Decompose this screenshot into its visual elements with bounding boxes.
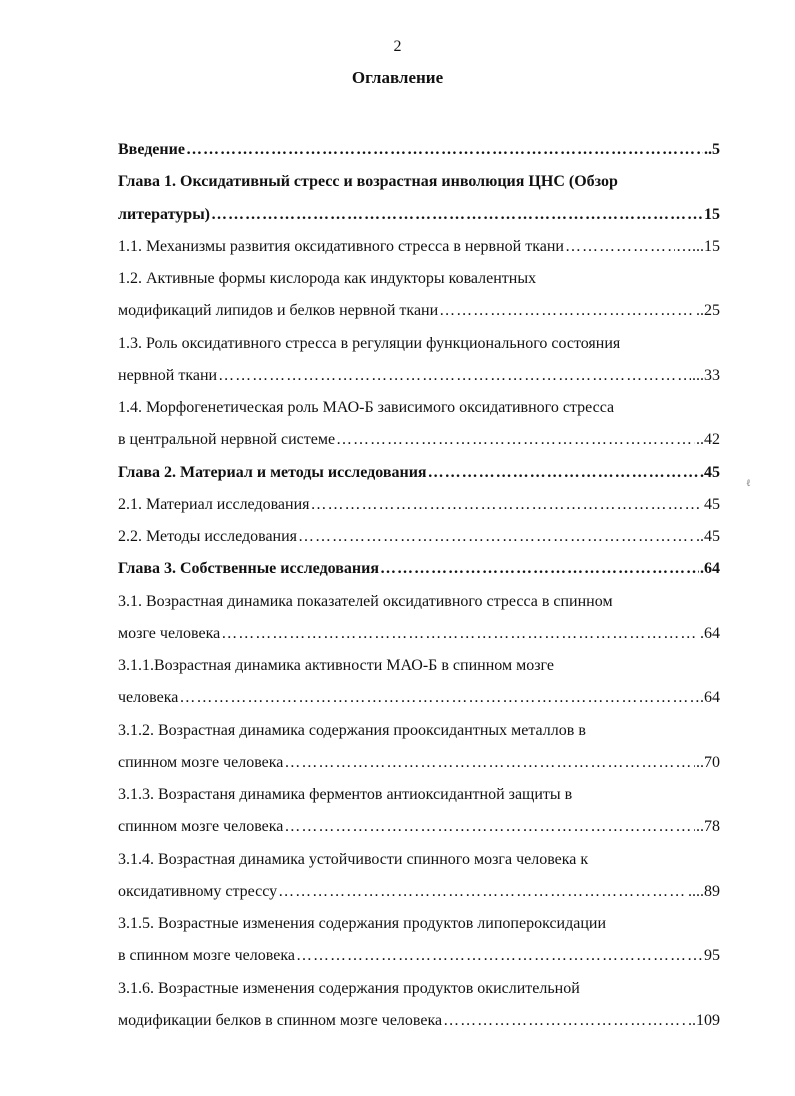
dot-leader — [428, 457, 699, 489]
toc-page-number: ..42 — [696, 431, 720, 449]
toc-entry-line — [118, 940, 720, 972]
dot-leader — [336, 424, 695, 456]
toc-entry-line — [118, 166, 720, 198]
toc-entry-line — [118, 586, 720, 618]
toc-entry-line — [118, 973, 720, 1005]
dot-leader — [278, 876, 687, 908]
toc-entry-text: 3.1.2. Возрастная динамика содержания прооксидантных металлов в — [118, 721, 586, 739]
toc-entry-text: Глава 3. Собственные исследования — [118, 560, 379, 578]
toc-entry-text: литературы) — [118, 205, 211, 223]
toc-page-number: ..45 — [696, 528, 720, 545]
toc-page-number: .64 — [700, 624, 720, 642]
toc-entry-text: 1.1. Механизмы развития оксидативного стресса в нервной ткани — [118, 237, 564, 255]
toc-entry-line — [118, 650, 720, 682]
page-number: 2 — [393, 38, 402, 55]
toc-entry-text: 1.2. Активные формы кислорода как индукторы ковалентных — [118, 270, 537, 287]
dot-leader — [439, 295, 695, 327]
dot-leader — [218, 360, 691, 392]
toc-entry-text: 2.1. Материал исследования — [118, 495, 310, 513]
toc-entry-text: 3.1.3. Возрастаня динамика ферментов антиоксидантной защиты в — [118, 786, 573, 803]
toc-entry-text: модификации белков в спинном мозге человека — [118, 1011, 443, 1029]
toc-entry-line — [118, 876, 720, 908]
toc-page-number: 45 — [704, 495, 720, 513]
toc-entry-line — [118, 424, 720, 456]
toc-entry-text: нервной ткани — [118, 366, 218, 384]
dot-leader — [284, 811, 695, 843]
dot-leader — [380, 553, 699, 585]
toc-entry-line — [118, 747, 720, 779]
toc-page-number: ..109 — [688, 1011, 720, 1029]
dot-leader — [211, 199, 703, 231]
toc-page-number: 95 — [704, 947, 720, 965]
toc-entry-text: 3.1. Возрастная динамика показателей оксидативного стресса в спинном — [118, 592, 613, 610]
toc-entry-text: 3.1.6. Возрастные изменения содержания продуктов окислительной — [118, 979, 580, 997]
toc-entry-text: мозге человека — [118, 624, 221, 642]
toc-entry-line — [118, 618, 720, 650]
stray-mark: ℓ — [746, 478, 751, 489]
toc-entry-text: спинном мозге человека — [118, 753, 284, 771]
toc-entry-line — [118, 553, 720, 585]
toc-entry-text: человека — [118, 689, 179, 707]
toc-page-number: .64 — [700, 560, 720, 578]
toc-entry-line — [118, 715, 720, 747]
toc-entry-line — [118, 489, 720, 521]
toc-entry-text: в спинном мозге человека — [118, 947, 295, 965]
toc-entry-text: оксидативному стрессу — [118, 882, 278, 900]
toc-page-number: ..78 — [696, 818, 720, 836]
toc-page-number: ...33 — [692, 366, 720, 384]
toc-entry-line — [118, 134, 720, 166]
toc-entry-text: 3.1.4. Возрастная динамика устойчивости спинного мозга человека к — [118, 850, 589, 868]
toc-entry-line — [118, 328, 720, 360]
dot-leader — [179, 682, 699, 714]
toc-page-number: ..25 — [696, 302, 720, 320]
toc-entry-line — [118, 231, 720, 263]
toc-entry-line — [118, 682, 720, 714]
toc-entry-line — [118, 295, 720, 327]
toc-entry-line — [118, 457, 720, 489]
toc-page-number: .64 — [700, 689, 720, 707]
toc-entry-text: 1.4. Морфогенетическая роль МАО-Б зависимого оксидативного стресса — [118, 399, 615, 416]
toc-entry-text: Введение — [118, 141, 185, 158]
toc-entry-line — [118, 392, 720, 424]
toc-entry-line — [118, 779, 720, 811]
toc-entry-text: 2.2. Методы исследования — [118, 528, 298, 545]
toc-page-number: .45 — [700, 463, 720, 481]
toc-entry-line — [118, 1005, 720, 1037]
toc-entry-text: модификаций липидов и белков нервной ткани — [118, 302, 439, 320]
dot-leader — [443, 1005, 687, 1037]
toc-entry-line — [118, 908, 720, 940]
dot-leader — [311, 489, 703, 521]
dot-leader — [221, 618, 699, 650]
table-of-contents — [118, 134, 720, 1037]
toc-page-number: ....89 — [688, 882, 720, 900]
toc-entry-text: спинном мозге человека — [118, 818, 284, 836]
toc-entry-text: Глава 2. Материал и методы исследования — [118, 463, 427, 481]
dot-leader — [186, 134, 703, 166]
toc-page-number: ..70 — [696, 753, 720, 771]
toc-page-number: 15 — [704, 205, 720, 223]
dot-leader — [296, 940, 703, 972]
dot-leader — [298, 521, 695, 553]
toc-entry-line — [118, 521, 720, 553]
toc-entry-line — [118, 844, 720, 876]
toc-page-number: ..5 — [704, 141, 720, 158]
toc-entry-text: 3.1.5. Возрастные изменения содержания продуктов липопероксидации — [118, 915, 607, 932]
toc-entry-text: 3.1.1.Возрастная динамика активности МАО-Б в спинном мозге — [118, 657, 554, 674]
toc-entry-line — [118, 199, 720, 231]
toc-title: Оглавление — [351, 68, 444, 87]
toc-entry-line — [118, 263, 720, 295]
toc-entry-line — [118, 360, 720, 392]
dot-leader — [284, 747, 695, 779]
toc-entry-line — [118, 811, 720, 843]
toc-entry-text: в центральной нервной системе — [118, 431, 336, 449]
toc-page-number: …...15 — [676, 237, 720, 255]
toc-entry-text: Глава 1. Оксидативный стресс и возрастная инволюция ЦНС (Обзор — [118, 173, 618, 191]
dot-leader — [565, 231, 675, 263]
toc-entry-text: 1.3. Роль оксидативного стресса в регуляции функционального состояния — [118, 334, 621, 352]
